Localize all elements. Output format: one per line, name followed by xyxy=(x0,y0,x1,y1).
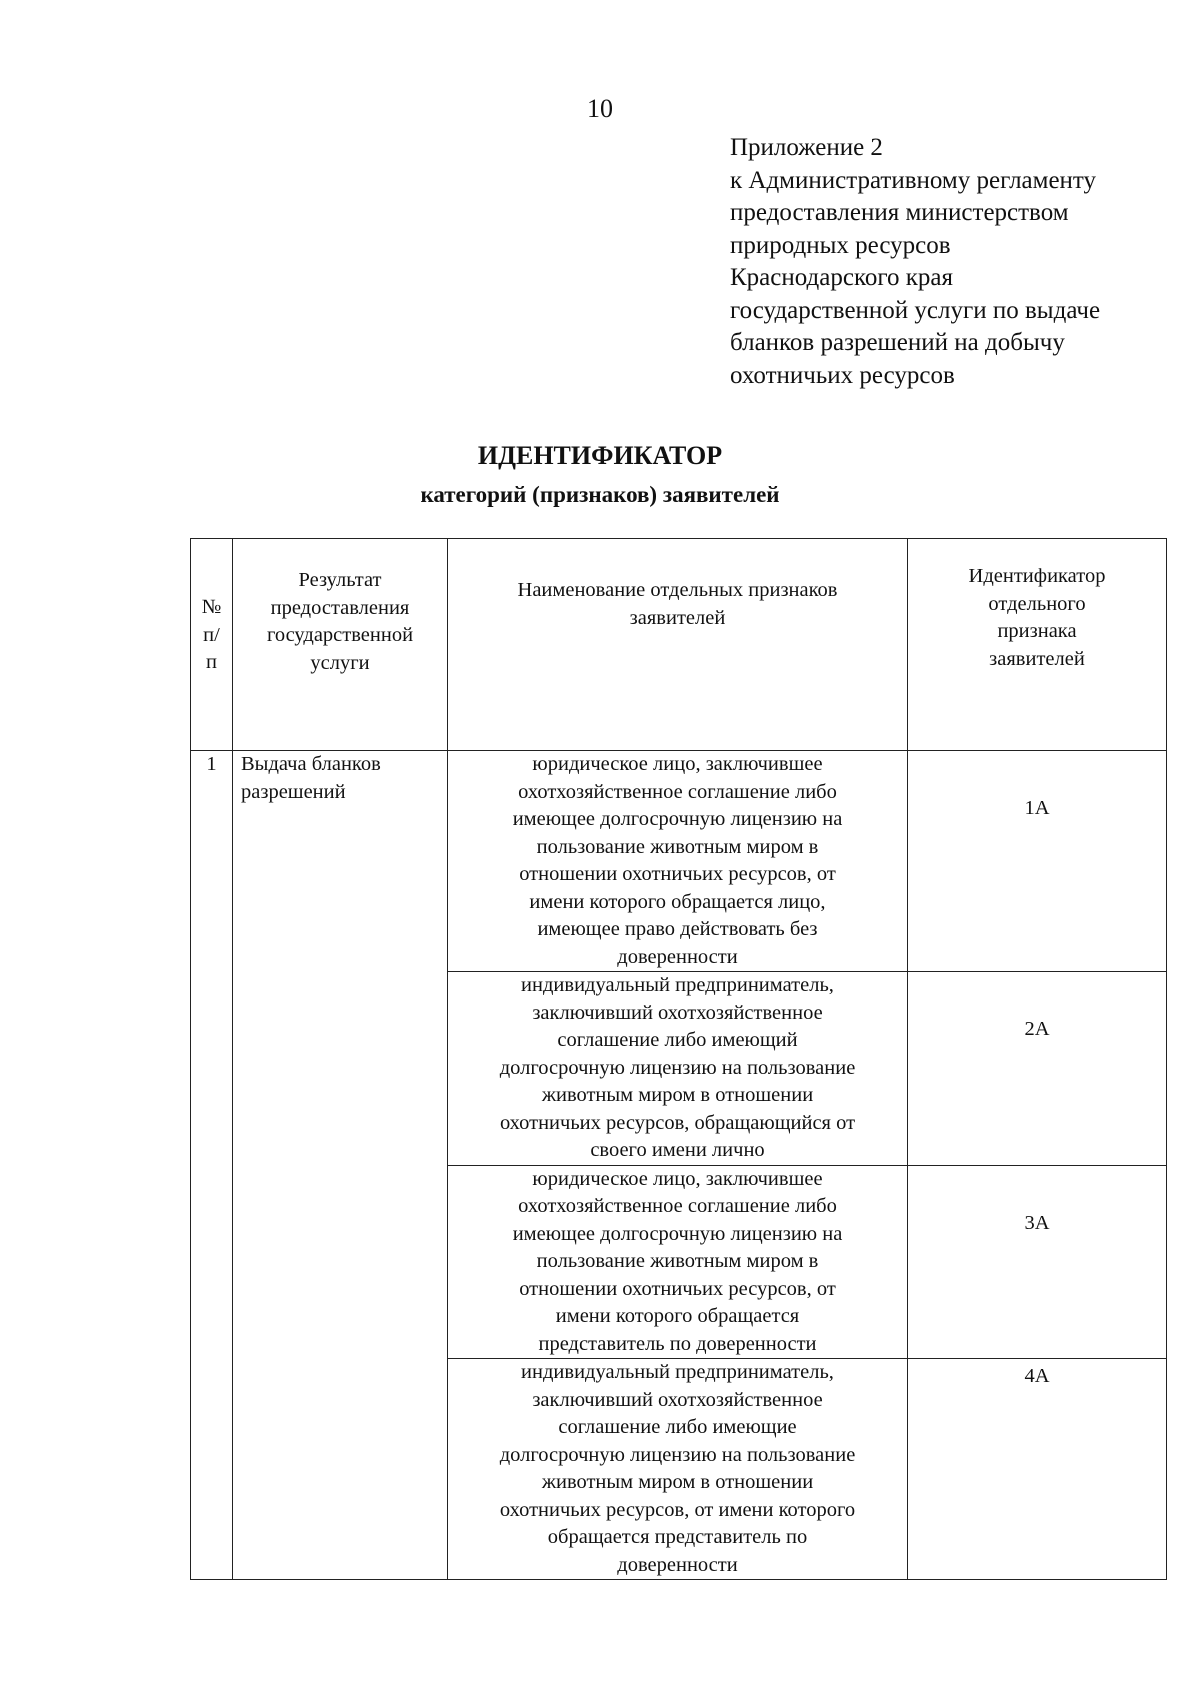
row-description xyxy=(448,751,908,972)
desc-line: долгосрочную лицензию на пользование xyxy=(499,1443,856,1466)
identifier-value: 4А xyxy=(1024,1365,1050,1387)
desc-line: имени которого обращается xyxy=(555,1305,800,1327)
row-description xyxy=(448,1165,908,1359)
desc-line: пользование животным миром в xyxy=(536,1250,819,1272)
header-num xyxy=(191,539,233,751)
header-result-line: предоставления xyxy=(270,596,410,619)
desc-line: заключивший охотхозяйственное xyxy=(532,1001,823,1024)
header-result-line: государственной xyxy=(266,624,414,646)
appendix-line: бланков разрешений на добычу xyxy=(730,329,1065,356)
header-id-line: заявителей xyxy=(989,647,1085,670)
header-num-line: № xyxy=(201,596,222,618)
identifier-table xyxy=(190,538,1167,1580)
row-result xyxy=(233,751,448,1580)
row-identifier xyxy=(908,751,1167,972)
desc-line: долгосрочную лицензию на пользование xyxy=(499,1056,856,1079)
table-row xyxy=(191,751,1167,972)
desc-line: имеющее долгосрочную лицензию на xyxy=(512,1222,843,1245)
desc-line: охотхозяйственное соглашение либо xyxy=(518,1195,837,1217)
header-num-line: п/ xyxy=(203,623,220,646)
desc-line: соглашение либо имеющие xyxy=(558,1416,797,1438)
desc-line: отношении охотничьих ресурсов, от xyxy=(519,1277,836,1300)
table-header-row xyxy=(191,539,1167,751)
row-result-line: Выдача бланков xyxy=(241,753,381,775)
desc-line: имени которого обращается лицо, xyxy=(529,890,826,913)
desc-line: животным миром в отношении xyxy=(541,1084,814,1106)
appendix-line: Приложение 2 xyxy=(730,134,883,161)
document-title: ИДЕНТИФИКАТОР xyxy=(477,441,723,470)
header-id-line: признака xyxy=(997,620,1077,642)
desc-line: заключивший охотхозяйственное xyxy=(532,1388,823,1411)
desc-line: индивидуальный предприниматель, xyxy=(521,974,834,996)
appendix-line: природных ресурсов xyxy=(730,231,951,259)
header-id-line: отдельного xyxy=(988,592,1086,615)
row-identifier xyxy=(908,972,1167,1166)
desc-line: обращается представитель по xyxy=(547,1526,808,1548)
header-result xyxy=(233,539,448,751)
row-identifier xyxy=(908,1359,1167,1580)
header-name-line: Наименование отдельных признаков xyxy=(517,579,838,601)
row-description xyxy=(448,1359,908,1580)
desc-line: животным миром в отношении xyxy=(541,1471,814,1493)
appendix-line: Краснодарского края xyxy=(730,264,953,291)
header-result-line: услуги xyxy=(310,651,370,674)
header-name-line: заявителей xyxy=(629,606,726,629)
desc-line: юридическое лицо, заключившее xyxy=(532,753,823,775)
page-number: 10 xyxy=(587,94,613,123)
header-result-line: Результат xyxy=(298,569,382,591)
identifier-value: 3А xyxy=(1024,1211,1050,1234)
appendix-block xyxy=(730,132,1170,392)
desc-line: имеющее право действовать без xyxy=(537,918,818,940)
header-id xyxy=(908,539,1167,751)
header-name xyxy=(448,539,908,751)
identifier-value: 2А xyxy=(1024,1018,1050,1040)
desc-line: имеющее долгосрочную лицензию на xyxy=(512,808,843,830)
document-subtitle: категорий (признаков) заявителей xyxy=(420,482,780,507)
desc-line: доверенности xyxy=(617,1553,738,1576)
identifier-value: 1А xyxy=(1024,797,1050,819)
row-identifier xyxy=(908,1165,1167,1359)
desc-line: доверенности xyxy=(617,945,738,968)
header-id-line: Идентификатор xyxy=(968,565,1106,587)
appendix-line: предоставления министерством xyxy=(730,199,1069,226)
appendix-line: государственной услуги по выдаче xyxy=(730,296,1101,324)
row-number: 1 xyxy=(191,751,233,1580)
desc-line: представитель по доверенности xyxy=(538,1332,817,1355)
desc-line: пользование животным миром в xyxy=(536,835,819,858)
desc-line: охотничьих ресурсов, обращающийся от xyxy=(499,1111,856,1134)
desc-line: отношении охотничьих ресурсов, от xyxy=(519,863,836,885)
desc-line: индивидуальный предприниматель, xyxy=(521,1361,834,1383)
row-description xyxy=(448,972,908,1166)
desc-line: охотхозяйственное соглашение либо xyxy=(518,780,837,803)
header-num-line: п xyxy=(206,651,217,673)
desc-line: своего имени лично xyxy=(590,1139,765,1161)
row-result-line: разрешений xyxy=(241,780,346,803)
appendix-line: к Административному регламенту xyxy=(730,166,1097,194)
desc-line: соглашение либо имеющий xyxy=(557,1029,798,1051)
desc-line: охотничьих ресурсов, от имени которого xyxy=(499,1498,856,1521)
appendix-line: охотничьих ресурсов xyxy=(730,361,955,389)
desc-line: юридическое лицо, заключившее xyxy=(532,1167,823,1190)
